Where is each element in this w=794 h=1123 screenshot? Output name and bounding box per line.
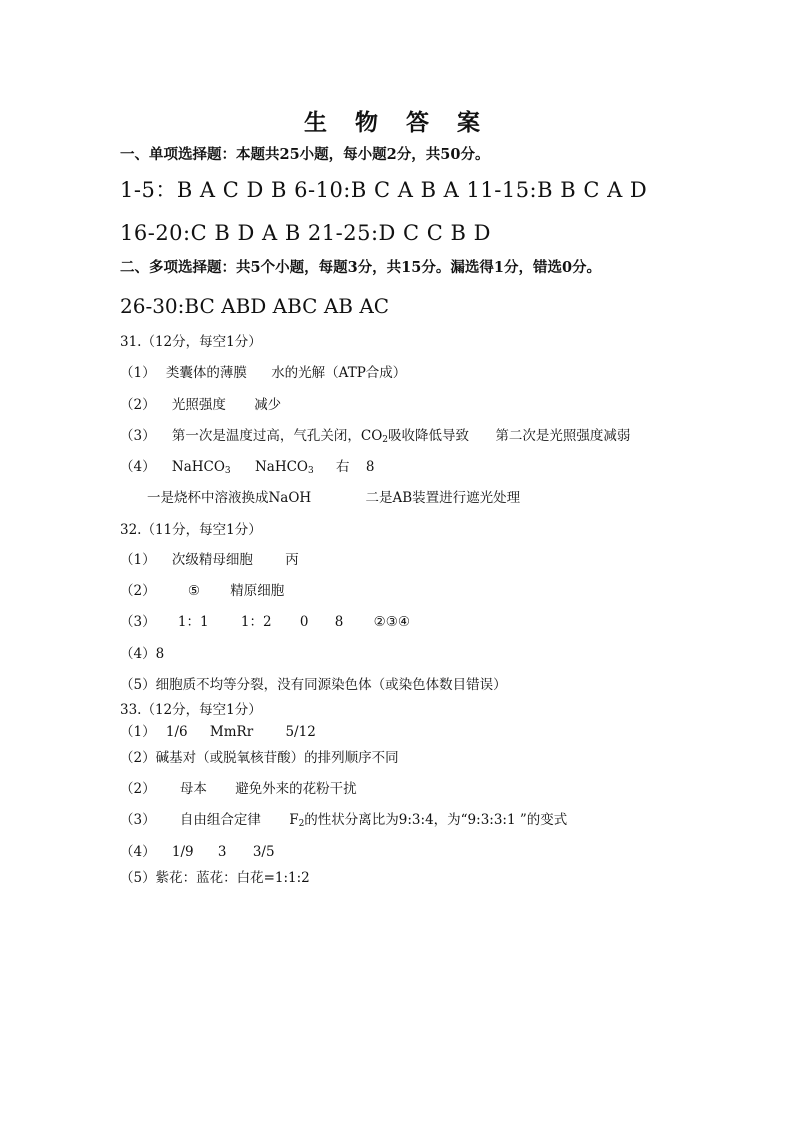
q33-l4-number: （3） [120,812,156,828]
q31-l1-answer-b: 水的光解（ATP合成） [271,365,407,381]
q33-line-3 [120,780,357,798]
q32-line-2 [120,582,284,600]
q31-line-5 [147,489,520,507]
q31-l4-a-text: NaHCO [171,459,225,475]
q33-line-4 [120,811,567,833]
q31-l3-a-subscript: 2 [382,435,389,445]
q33-l5-answer-a: 1/9 [171,844,194,860]
q31-l5-answer-a: 一是烧杯中溶液换成NaOH [147,490,312,506]
q32-line-5: （5）细胞质不均等分裂，没有同源染色体（或染色体数目错误） [120,677,507,693]
q31-l5-answer-b: 二是AB装置进行遮光处理 [365,490,521,506]
q32-l1-answer-a: 次级精母细胞 [171,552,253,568]
q33-l4-answer-a: 自由组合定律 [179,812,261,828]
q31-line-4 [120,458,374,480]
q33-l3-answer-b: 避免外来的花粉干扰 [235,781,357,797]
q32-l3-answer-d: 8 [334,614,344,630]
q32-l2-answer-b: 精原细胞 [230,583,285,599]
q31-l1-answer-a: 类囊体的薄膜 [165,365,247,381]
q32-l3-number: （3） [120,614,156,630]
q33-l4-b-subscript: 2 [298,819,305,829]
q31-l4-number: （4） [120,459,156,475]
q33-line-6: （5）紫花：蓝花：白花=1:1:2 [120,870,310,886]
q32-l2-number: （2） [120,583,156,599]
single-choice-answers-row-1: 1-5：B A C D B 6-10:B C A B A 11-15:B B C A D [120,178,648,202]
q31-l4-answer-b [255,458,314,480]
q31-l3-answer-b: 第二次是光照强度减弱 [495,428,631,444]
q33-l3-answer-a: 母本 [179,781,207,797]
q32-header: 32.（11分，每空1分） [120,522,262,538]
q31-l3-a-text-end: 吸收降低导致 [388,428,470,444]
q32-l2-answer-a: ⑤ [187,583,200,599]
q31-header: 31.（12分，每空1分） [120,334,262,350]
q31-l2-answer-b: 减少 [254,397,282,413]
q31-l4-b-text: NaHCO [254,459,308,475]
q32-line-3 [120,613,410,631]
q33-l5-answer-b: 3 [217,844,227,860]
q31-l4-a-subscript: 3 [224,466,231,476]
q31-l1-number: （1） [120,365,156,381]
q33-l5-number: （4） [120,844,156,860]
q32-l1-answer-b: 丙 [285,552,299,568]
q33-l1-answer-c: 5/12 [285,724,316,740]
q33-line-1 [120,723,316,741]
q32-l3-answer-c: 0 [299,614,309,630]
q31-l4-b-subscript: 3 [307,466,314,476]
section-multiple-choice-heading: 二、多项选择题：共5个小题，每题3分，共15分。漏选得1分，错选0分。 [120,259,602,276]
q31-l3-a-text: 第一次是温度过高，气孔关闭，CO [171,428,383,444]
q33-l4-b-text: F [289,812,299,828]
single-choice-answers-row-2: 16-20:C B D A B 21-25:D C C B D [120,221,491,245]
q32-l3-answer-b: 1：2 [240,614,272,630]
q33-l1-answer-b: MmRr [209,724,254,740]
q33-l1-number: （1） [120,724,156,740]
q32-line-1 [120,551,299,569]
q32-line-4: （4）8 [120,646,165,662]
q31-line-3 [120,427,630,449]
section-single-choice-heading: 一、单项选择题：本题共25小题，每小题2分，共50分。 [120,146,490,163]
q33-l1-answer-a: 1/6 [165,724,188,740]
q32-l3-answer-a: 1：1 [177,614,209,630]
q33-l4-b-text-end: 的性状分离比为9:3:4，为“9:3:3:1 ”的变式 [304,812,568,828]
q33-l5-answer-c: 3/5 [252,844,275,860]
q33-header: 33.（12分，每空1分） [120,702,262,718]
q31-line-1 [120,364,406,382]
q31-l4-answer-d: 8 [365,459,375,475]
q31-line-2 [120,396,281,414]
q31-l3-answer-a [172,427,469,449]
q33-line-5 [120,843,275,861]
q31-l2-number: （2） [120,397,156,413]
page-title: 生 物 答 案 [303,109,491,136]
q33-l3-number: （2） [120,781,156,797]
q31-l2-answer-a: 光照强度 [171,397,226,413]
q32-l1-number: （1） [120,552,156,568]
q31-l3-number: （3） [120,428,156,444]
q33-line-2: （2）碱基对（或脱氧核苷酸）的排列顺序不同 [120,750,399,766]
q31-l4-answer-c: 右 [336,459,350,475]
q32-l3-answer-e: ②③④ [373,614,410,630]
multiple-choice-answers: 26-30:BC ABD ABC AB AC [120,294,390,318]
q33-l4-answer-b [289,811,567,833]
q31-l4-answer-a [172,458,231,480]
